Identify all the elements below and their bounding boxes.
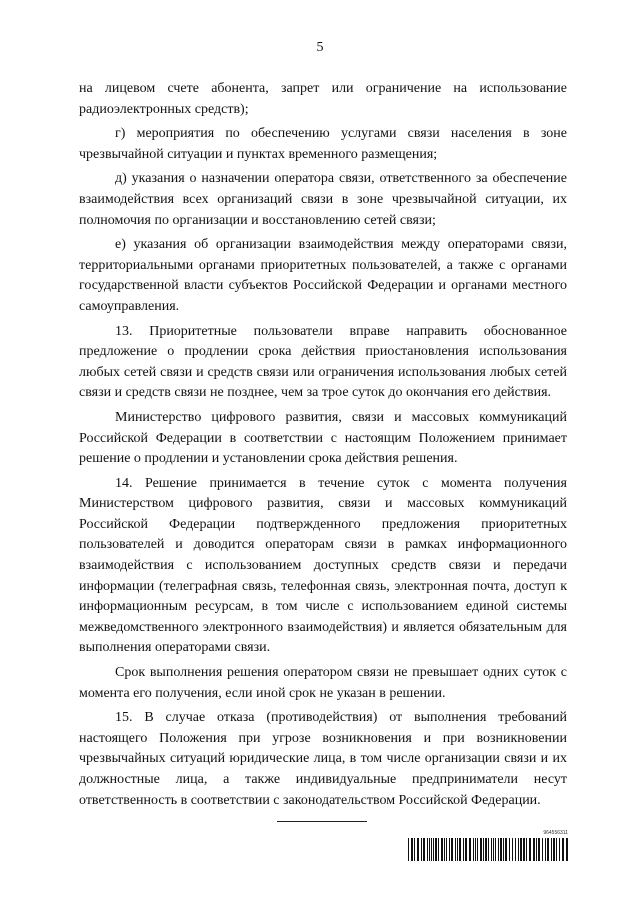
paragraph: г) мероприятия по обеспечению услугами связи населения в зоне чрезвычайной ситуации и пунктах временного размещения; <box>79 126 567 162</box>
paragraph: е) указания об организации взаимодействия между операторами связи, территориальными органами приоритетных пользователей, а также с органами государственной власти субъектов Российской Федерации и органами местного самоуправления. <box>79 237 567 314</box>
page-number: 5 <box>316 40 324 55</box>
document-code: 964556311 <box>543 830 568 836</box>
paragraph: д) указания о назначении оператора связи, ответственного за обеспечение взаимодействия всех организаций связи в зоне чрезвычайной ситуации, их полномочия по организации и восстановлению сетей связи; <box>79 171 567 228</box>
paragraph: на лицевом счете абонента, запрет или ограничение на использование радиоэлектронных средств); <box>79 81 567 117</box>
barcode-icon <box>408 838 568 861</box>
paragraph: 14. Решение принимается в течение суток с момента получения Министерством цифрового развития, связи и массовых коммуникаций Российской Федерации подтвержденного предложения приоритетных пользователей и доводится операторам связи в рамках информационного взаимодействия с использованием доступных средств связи и передачи информации (телеграфная связь, телефонная связь, электронная почта, доступ к информационным ресурсам, в том числе с использованием единой системы межведомственного электронного взаимодействия) и является обязательным для выполнения операторами связи. <box>79 475 567 656</box>
paragraph: 13. Приоритетные пользователи вправе направить обоснованное предложение о продлении срока действия приостановления использования любых сетей связи и средств связи или ограничения использования любых сетей связи и средств связи не позднее, чем за трое суток до окончания его действия. <box>79 323 567 401</box>
document-body <box>79 79 567 815</box>
footer-divider <box>277 821 367 822</box>
paragraph: Министерство цифрового развития, связи и массовых коммуникаций Российской Федерации в соответствии с настоящим Положением принимает решение о продлении и установлении срока действия решения. <box>79 409 567 467</box>
paragraph: 15. В случае отказа (противодействия) от выполнения требований настоящего Положения при угрозе возникновения и при возникновении чрезвычайных ситуаций юридические лица, в том числе организации связи и их должностные лица, а также индивидуальные предприниматели несут ответственность в соответствии с законодательством Российской Федерации. <box>79 710 567 808</box>
paragraph: Срок выполнения решения оператором связи не превышает одних суток с момента его получения, если иной срок не указан в решении. <box>79 665 567 701</box>
